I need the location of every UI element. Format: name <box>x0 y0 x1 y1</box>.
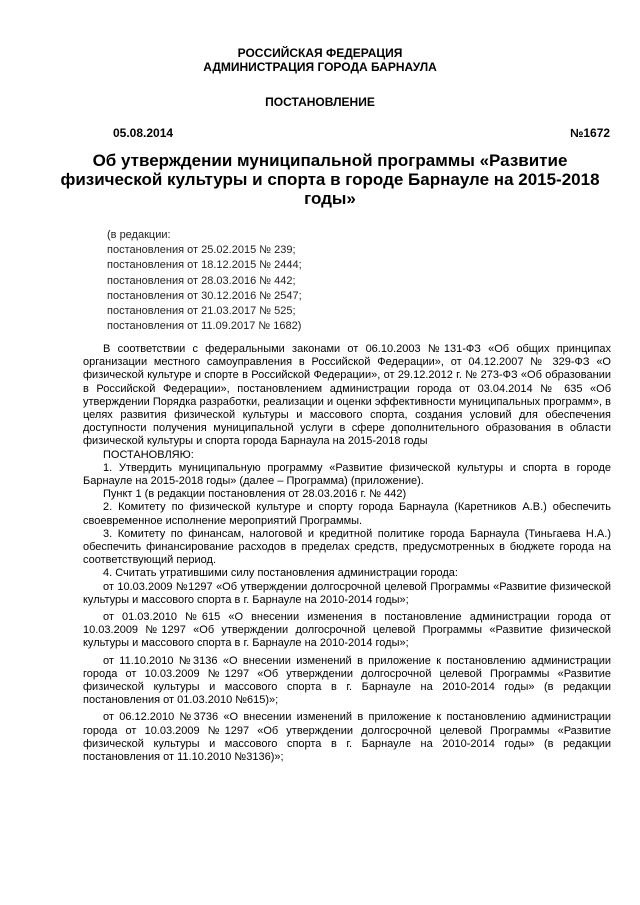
document-title: Об утверждении муниципальной программы «Развитие физической культуры и спорта в городе Барнауле на 2015-2018 годы» <box>60 151 600 208</box>
body-paragraph: от 06.12.2010 №3736 «О внесении изменений в приложение к постановлению администрации города от 10.03.2009 №1297 «Об утверждении долгосрочной целевой Программы «Развитие физической культуры и массового спорта в г. Барнауле на 2010-2014 годы» (в редакции постановления от 11.10.2010 №3136)»; <box>83 711 611 764</box>
body-paragraph: от 01.03.2010 №615 «О внесении изменения в постановление администрации города от 10.03.2009 №1297 «Об утверждении долгосрочной целевой Программы «Развитие физической культуры и массового спорта в г. Барнауле на 2010-2014 годы»; <box>83 611 611 650</box>
document-body <box>83 343 611 764</box>
body-paragraph: Пункт 1 (в редакции постановления от 28.03.2016 г. № 442) <box>103 488 407 501</box>
header-administration: АДМИНИСТРАЦИЯ ГОРОДА БАРНАУЛА <box>203 60 437 74</box>
body-paragraph: 2. Комитету по физической культуре и спорту города Барнаула (Каретников А.В.) обеспечить своевременное исполнение мероприятий Программы. <box>83 501 611 527</box>
document-number: №1672 <box>570 126 611 140</box>
header-country: РОССИЙСКАЯ ФЕДЕРАЦИЯ <box>237 46 403 60</box>
redaction-line: постановления от 18.12.2015 № 2444; <box>107 259 302 272</box>
body-paragraph: ПОСТАНОВЛЯЮ: <box>103 448 194 461</box>
document-type: ПОСТАНОВЛЕНИЕ <box>265 95 375 109</box>
body-paragraph: от 11.10.2010 №3136 «О внесении изменений в приложение к постановлению администрации города от 10.03.2009 №1297 «Об утверждении долгосрочной целевой Программы «Развитие физической культуры и массового спорта в г. Барнауле на 2010-2014 годы» (в редакции постановления от 01.03.2010 №615)»; <box>83 654 611 707</box>
redaction-line: постановления от 30.12.2016 № 2547; <box>107 289 302 302</box>
body-paragraph: 1. Утвердить муниципальную программу «Развитие физической культуры и спорта в городе Барнауле на 2015-2018 годы» (далее – Программа) (приложение). <box>83 461 611 488</box>
redaction-line: постановления от 28.03.2016 № 442; <box>107 274 296 287</box>
body-paragraph: 4. Считать утратившими силу постановления администрации города: <box>103 567 458 580</box>
redaction-line: постановления от 11.09.2017 № 1682) <box>107 320 302 333</box>
document-date: 05.08.2014 <box>113 126 174 140</box>
redaction-line: постановления от 21.03.2017 № 525; <box>107 305 296 318</box>
redaction-line: (в редакции: <box>107 229 171 241</box>
redaction-list <box>107 228 302 334</box>
body-paragraph: от 10.03.2009 №1297 «Об утверждении долгосрочной целевой Программы «Развитие физической культуры и массового спорта в г. Барнауле на 2010-2014 годы»; <box>83 580 611 606</box>
body-paragraph: 3. Комитету по финансам, налоговой и кредитной политике города Барнаула (Тиньгаева Н.А.) обеспечить финансирование расходов в пределах средств, предусмотренных в бюджете города на соответствующий период. <box>83 527 611 567</box>
redaction-line: постановления от 25.02.2015 № 239; <box>107 244 296 257</box>
body-paragraph: В соответствии с федеральными законами от 06.10.2003 №131-ФЗ «Об общих принципах организации местного самоуправления в Российской Федерации», от 04.12.2007 № 329-ФЗ «О физической культуре и спорте в Российской Федерации», от 29.12.2012 г. № 273-ФЗ «Об образовании в Российской Федерации», постановлением администрации города от 03.04.2014 № 635 «Об утверждении Порядка разработки, реализации и оценки эффективности муниципальных программ», в целях развития физической культуры и массового спорта, создания условий для обеспечения доступности получения муниципальной услуги в сфере дополнительного образования в области физической культуры и спорта города Барнаула на 2015-2018 годы <box>83 343 611 448</box>
